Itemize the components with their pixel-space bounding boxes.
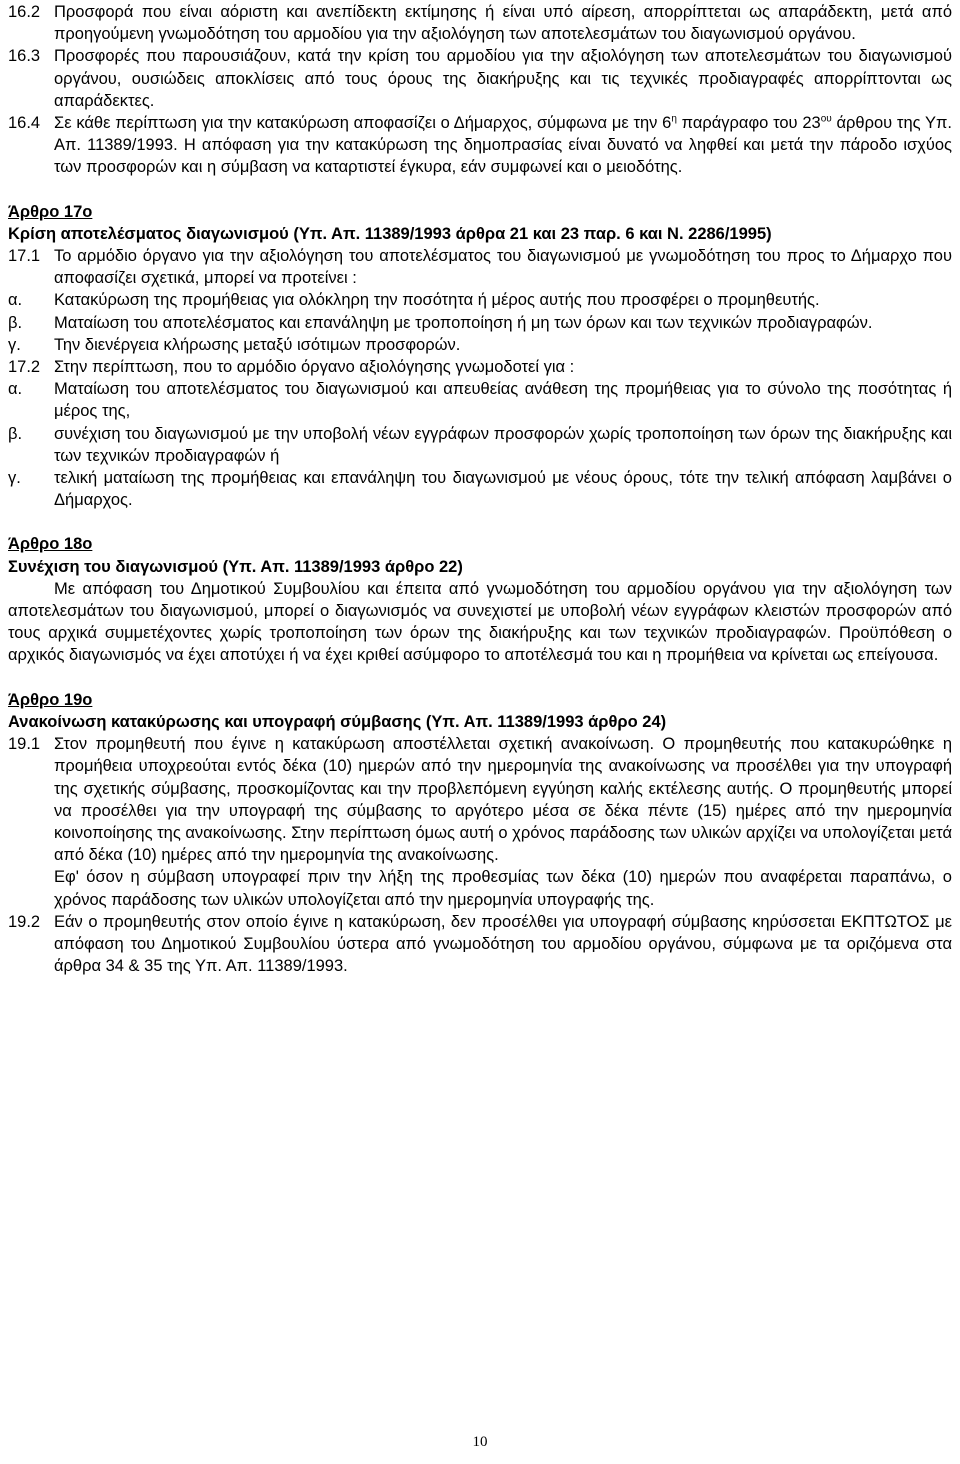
- paragraph-number: 19.2: [8, 912, 41, 931]
- list-item: [8, 467, 952, 511]
- paragraph-number: 19.1: [8, 735, 41, 754]
- list-item: [8, 245, 952, 289]
- article-19-heading: [8, 689, 952, 733]
- spacer: [8, 179, 952, 201]
- article-18-body: Με απόφαση του Δημοτικού Συμβουλίου και έπειτα από γνωμοδότηση του αρμοδίου οργάνου για την αξιολόγηση των αποτελεσμάτων του διαγωνισμού, μπορεί ο διαγωνισμός να συνεχιστεί με υποβολή νέων εγγράφων κλειστών προσφορών από τους αρχικά συμμετέχοντες χωρίς τροποποίηση των όρων της διακήρυξης και των τεχνικών προδιαγραφών. Προϋπόθεση ο αρχικός διαγωνισμός να έχει αποτύχει ή να έχει κριθεί ασύμφορο το αποτέλεσμά του και η προμήθεια να κρίνεται ως επείγουσα.: [8, 579, 952, 665]
- item-number: 17.1: [8, 247, 41, 266]
- article-17-items: [8, 245, 952, 511]
- article-title: Άρθρο 17ο: [8, 202, 93, 221]
- paragraph-text: [54, 733, 952, 911]
- superscript: η: [671, 113, 677, 125]
- item-text: τελική ματαίωση της προμήθειας και επανάληψη του διαγωνισμού με νέους όρους, τότε την τελική απόφαση λαμβάνει ο Δήμαρχος.: [54, 469, 952, 510]
- paragraph-text: Προσφορές που παρουσιάζουν, κατά την κρίση του αρμοδίου για την αξιολόγηση των αποτελεσμάτων του διαγωνισμού οργάνου, ουσιώδεις αποκλίσεις από τους όρους της διακήρυξης και τις τεχνικές προδιαγραφές απορρίπτονται ως απαράδεκτες.: [54, 47, 952, 110]
- text-segment: άρθρου της Υπ. Απ. 11389/1993. Η απόφαση για την κατακύρωση της δημοπρασίας είναι δυνατό να ληφθεί και μετά την πάροδο ισχύος των προσφορών και η σύμβαση να καταρτιστεί έγκυρα, εάν συμφωνεί και ο μειοδότης.: [54, 114, 953, 177]
- list-item: [8, 334, 952, 356]
- paragraph-number: 16.2: [8, 3, 41, 21]
- article-subtitle: Συνέχιση του διαγωνισμού (Υπ. Απ. 11389/1993 άρθρο 22): [8, 557, 463, 576]
- text-segment: Σε κάθε περίπτωση για την κατακύρωση αποφασίζει ο Δήμαρχος, σύμφωνα με την 6: [54, 114, 672, 133]
- paragraph-text: [54, 112, 952, 179]
- item-text: Κατακύρωση της προμήθειας για ολόκληρη την ποσότητα ή μέρος αυτής που προσφέρει ο προμηθευτής.: [54, 291, 820, 310]
- article-subtitle: Ανακοίνωση κατακύρωσης και υπογραφή σύμβασης (Υπ. Απ. 11389/1993 άρθρο 24): [8, 712, 667, 731]
- item-text: Ματαίωση του αποτελέσματος του διαγωνισμού και απευθείας ανάθεση της προμήθειας για το σύνολο της ποσότητας ή μέρος της,: [54, 380, 952, 421]
- paragraph-16-2: [8, 1, 952, 45]
- paragraph-number: 16.4: [8, 114, 41, 133]
- list-item: [8, 356, 952, 378]
- page-number: 10: [472, 1434, 488, 1450]
- spacer: [8, 511, 952, 533]
- list-item: [8, 378, 952, 422]
- paragraph-text: Προσφορά που είναι αόριστη και ανεπίδεκτη εκτίμησης ή είναι υπό αίρεση, απορρίπτεται ως απαράδεκτη, μετά από προηγούμενη γνωμοδότηση του αρμοδίου για την αξιολόγηση των αποτελεσμάτων του διαγωνισμού οργάνου.: [54, 3, 952, 44]
- paragraph-segment: Εφ' όσον η σύμβαση υπογραφεί πριν την λήξη της προθεσμίας των δέκα (10) ημερών που αναφέρεται παραπάνω, ο χρόνος παράδοσης των υλικών υπολογίζεται από την ημερομηνία υπογραφής της.: [54, 868, 952, 909]
- spacer: [8, 667, 952, 689]
- item-number: α.: [8, 291, 23, 310]
- article-18-heading: [8, 533, 952, 577]
- article-title: Άρθρο 18ο: [8, 535, 93, 554]
- list-item: [8, 312, 952, 334]
- item-number: γ.: [8, 469, 21, 488]
- list-item: [8, 289, 952, 311]
- item-text: Ματαίωση του αποτελέσματος και επανάληψη με τροποποίηση ή μη των όρων και των τεχνικών προδιαγραφών.: [54, 313, 873, 332]
- item-text: συνέχιση του διαγωνισμού με την υποβολή νέων εγγράφων προσφορών χωρίς τροποποίηση των όρων της διακήρυξης και των τεχνικών προδιαγραφών ή: [54, 424, 952, 465]
- item-number: β.: [8, 424, 23, 443]
- item-number: 17.2: [8, 358, 41, 377]
- article-title: Άρθρο 19ο: [8, 690, 93, 709]
- item-number: α.: [8, 380, 23, 399]
- paragraph-16-4: [8, 112, 952, 179]
- item-text: Το αρμόδιο όργανο για την αξιολόγηση του αποτελέσματος του διαγωνισμού με γνωμοδότηση του προς το Δήμαρχο που αποφασίζει σχετικά, μπορεί να προτείνει :: [54, 247, 952, 288]
- article-subtitle: Κρίση αποτελέσματος διαγωνισμού (Υπ. Απ. 11389/1993 άρθρα 21 και 23 παρ. 6 και Ν. 2286/1995): [8, 224, 772, 243]
- superscript: ου: [820, 113, 832, 125]
- article-17-heading: [8, 201, 952, 245]
- paragraph-16-3: [8, 45, 952, 112]
- item-number: γ.: [8, 335, 21, 354]
- paragraph-number: 16.3: [8, 47, 41, 66]
- text-segment: παράγραφο του 23: [676, 114, 821, 133]
- list-item: [8, 423, 952, 467]
- paragraph-19-1: [8, 733, 952, 911]
- paragraph-19-2: [8, 911, 952, 978]
- item-text: Στην περίπτωση, που το αρμόδιο όργανο αξιολόγησης γνωμοδοτεί για :: [54, 358, 575, 377]
- paragraph-text: Εάν ο προμηθευτής στον οποίο έγινε η κατακύρωση, δεν προσέλθει για υπογραφή σύμβασης κηρύσσεται ΕΚΠΤΩΤΟΣ με απόφαση του Δημοτικού Συμβουλίου ύστερα από γνωμοδότηση του αρμοδίου οργάνου, σύμφωνα με τα οριζόμενα στα άρθρα 34 & 35 της Υπ. Απ. 11389/1993.: [54, 912, 952, 976]
- document-page: [8, 1, 952, 977]
- paragraph-segment: Στον προμηθευτή που έγινε η κατακύρωση αποστέλλεται σχετική ανακοίνωση. Ο προμηθευτής που κατακυρώθηκε η προμήθεια υποχρεούται εντός δέκα (10) ημερών από την ημερομηνία της ανακοίνωσης να προσέλθει για την υπογραφή της σχετικής σύμβασης, προσκομίζοντας και την προβλεπόμενη εγγύηση καλής εκτέλεσης αυτής. Ο προμηθευτής μπορεί να προσέλθει για την υπογραφή της σύμβασης το αργότερο μέσα σε δέκα πέντε (15) ημέρες από την ημερομηνία κοινοποίησης της ανακοίνωσης. Στην περίπτωση όμως αυτή ο χρόνος παράδοσης των υλικών αρχίζει να υπολογίζεται μετά από δέκα (10) ημέρες από την ημερομηνία της ανακοίνωσης.: [54, 735, 952, 865]
- item-text: Την διενέργεια κλήρωσης μεταξύ ισότιμων προσφορών.: [54, 335, 461, 354]
- item-number: β.: [8, 313, 23, 332]
